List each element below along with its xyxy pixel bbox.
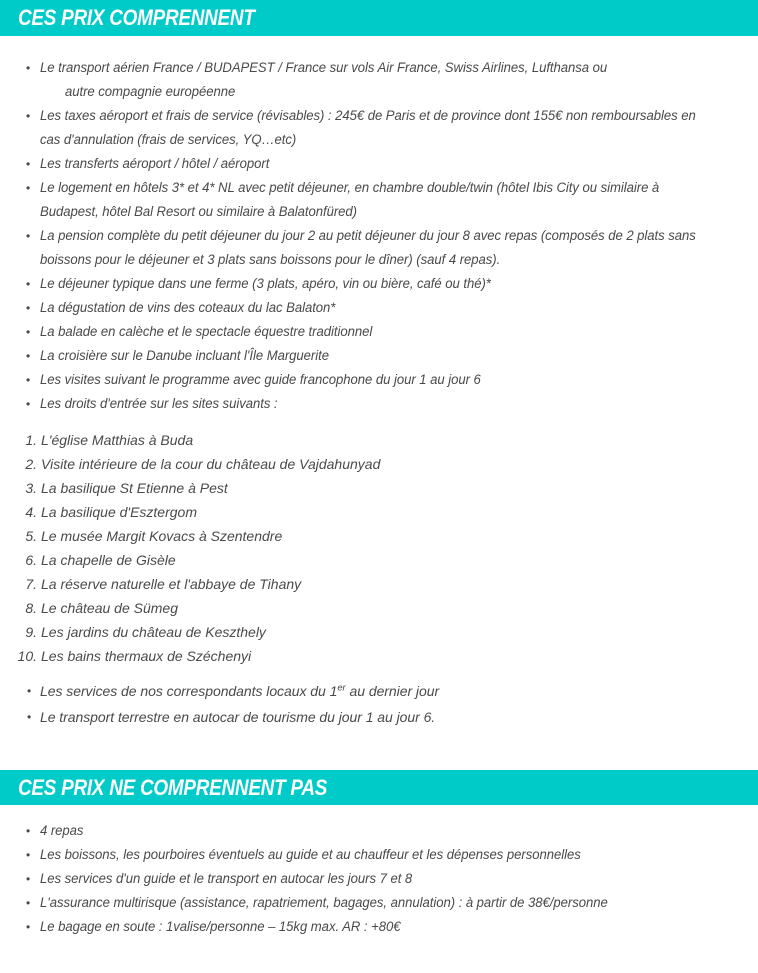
list-item — [0, 56, 758, 104]
list-item-text-continued: boissons pour le déjeuner et 3 plats sans boissons pour le dîner) (sauf 4 repas). — [40, 252, 501, 268]
list-item-number: 3. — [25, 480, 37, 496]
list-item-number: 7. — [25, 576, 37, 592]
list-item — [0, 272, 758, 296]
excluded-bullet-list — [0, 819, 758, 939]
included-bullet-list-after — [0, 678, 758, 730]
list-item-text: • Les boissons, les pourboires éventuels au guide et au chauffeur et les dépenses personnelles — [40, 847, 581, 863]
included-bullet-list — [0, 56, 758, 416]
list-item-text: • Le déjeuner typique dans une ferme (3 plats, apéro, vin ou bière, café ou thé)* — [40, 276, 491, 292]
list-item-label: Le musée Margit Kovacs à Szentendre — [41, 528, 283, 544]
list-item-number: 10. — [17, 648, 37, 664]
spacer — [0, 36, 758, 56]
section-header-excluded — [0, 770, 758, 805]
list-item-text: • Les taxes aéroport et frais de service (révisables) : 245€ de Paris et de province dont 155€ non remboursables en — [40, 108, 696, 124]
numbered-list-item — [0, 524, 758, 548]
list-item-text: • 4 repas — [40, 823, 84, 839]
list-item — [0, 891, 758, 915]
list-item-text: • La croisière sur le Danube incluant l'Île Marguerite — [40, 348, 329, 364]
list-item — [0, 843, 758, 867]
spacer — [0, 416, 758, 428]
list-item — [0, 224, 758, 272]
list-item-text: • Le logement en hôtels 3* et 4* NL avec petit déjeuner, en chambre double/twin (hôtel Ibis City ou similaire à — [40, 180, 660, 196]
list-item — [0, 344, 758, 368]
spacer — [0, 805, 758, 819]
list-item-text-continued: cas d'annulation (frais de services, YQ…etc) — [40, 132, 297, 148]
list-item-label: Visite intérieure de la cour du château de Vajdahunyad — [41, 456, 381, 472]
list-item-label: L'église Matthias à Buda — [41, 432, 194, 448]
list-item — [0, 176, 758, 224]
ordinal-suffix: er — [337, 682, 346, 694]
list-item-text: • Le bagage en soute : 1valise/personne – 15kg max. AR : +80€ — [40, 919, 401, 935]
list-item-label: La basilique d'Esztergom — [41, 504, 197, 520]
list-item-text: • Les transferts aéroport / hôtel / aéroport — [40, 156, 270, 172]
list-item-label: La basilique St Etienne à Pest — [41, 480, 228, 496]
list-item-label: La chapelle de Gisèle — [41, 552, 176, 568]
spacer — [0, 730, 758, 770]
list-item-number: 5. — [25, 528, 37, 544]
section-title-included: CES PRIX COMPRENNENT — [18, 5, 255, 30]
list-item — [0, 320, 758, 344]
list-item — [0, 678, 758, 704]
list-item-label: Le château de Sümeg — [41, 600, 178, 616]
numbered-list-item — [0, 500, 758, 524]
numbered-list-item — [0, 644, 758, 668]
list-item-text: • L'assurance multirisque (assistance, rapatriement, bagages, annulation) : à partir de 38€/personne — [40, 895, 608, 911]
list-item-text-continued: autre compagnie européenne — [64, 84, 236, 100]
list-item-text-continued: Budapest, hôtel Bal Resort ou similaire à Balatonfüred) — [40, 204, 357, 220]
list-item-label: La réserve naturelle et l'abbaye de Tihany — [41, 576, 302, 592]
numbered-list-item — [0, 572, 758, 596]
list-item-label: Les jardins du château de Keszthely — [41, 624, 266, 640]
numbered-list-item — [0, 548, 758, 572]
list-item-text: • La pension complète du petit déjeuner du jour 2 au petit déjeuner du jour 8 avec repas (composés de 2 plats sans — [40, 228, 696, 244]
list-item-text: • Le transport aérien France / BUDAPEST / France sur vols Air France, Swiss Airlines, Lufthansa ou — [40, 60, 608, 76]
list-item-text: Le transport terrestre en autocar de tourisme du jour 1 au jour 6. — [40, 709, 436, 725]
list-item — [0, 915, 758, 939]
list-item — [0, 392, 758, 416]
list-item-text: • La balade en calèche et le spectacle équestre traditionnel — [40, 324, 373, 340]
list-item — [0, 704, 758, 730]
section-title-excluded: CES PRIX NE COMPRENNENT PAS — [18, 774, 328, 800]
list-item-text: • La dégustation de vins des coteaux du lac Balaton* — [40, 300, 336, 316]
list-item — [0, 368, 758, 392]
section-header-included — [0, 0, 758, 36]
numbered-list-item — [0, 596, 758, 620]
numbered-list-item — [0, 476, 758, 500]
list-item — [0, 296, 758, 320]
list-item-number: 1. — [25, 432, 37, 448]
list-item-text: • Les droits d'entrée sur les sites suivants : — [40, 396, 278, 412]
list-item-text: Les services de nos correspondants locaux du 1 — [40, 683, 338, 699]
spacer — [0, 668, 758, 678]
list-item-number: 4. — [25, 504, 37, 520]
list-item-text: • Les services d'un guide et le transport en autocar les jours 7 et 8 — [40, 871, 413, 887]
list-item-number: 6. — [25, 552, 37, 568]
list-item — [0, 104, 758, 152]
list-item — [0, 819, 758, 843]
numbered-list-item — [0, 428, 758, 452]
list-item — [0, 152, 758, 176]
list-item-number: 9. — [25, 624, 37, 640]
list-item — [0, 867, 758, 891]
list-item-text-tail: au dernier jour — [345, 683, 440, 699]
numbered-list-item — [0, 452, 758, 476]
numbered-list-item — [0, 620, 758, 644]
entry-sites-numbered-list — [0, 428, 758, 668]
list-item-label: Les bains thermaux de Széchenyi — [41, 648, 252, 664]
list-item-number: 8. — [25, 600, 37, 616]
list-item-number: 2. — [25, 456, 37, 472]
list-item-text: • Les visites suivant le programme avec guide francophone du jour 1 au jour 6 — [40, 372, 481, 388]
